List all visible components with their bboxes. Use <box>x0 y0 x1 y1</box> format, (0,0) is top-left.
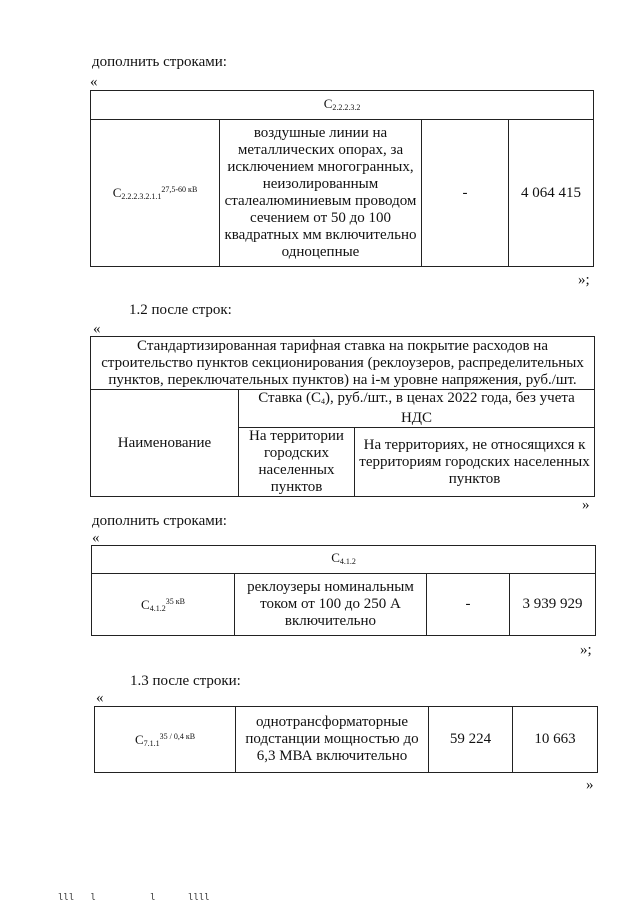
section4-open-quote: « <box>96 690 104 706</box>
section3-col4-cell: 3 939 929 <box>510 574 596 636</box>
footer-marks: lll l l llll <box>58 893 210 903</box>
section4-close-quote: » <box>586 777 594 793</box>
section4-code-cell: $C_{7.1.1}^{35 / 0,4 кВ}$ <box>95 707 236 773</box>
section2-close-quote: » <box>582 497 590 513</box>
section3-table <box>91 545 596 636</box>
section2-nonurban-header: На территориях, не относящихся к территориям городских населенных пунктов <box>355 428 595 497</box>
section2-name-header: Наименование <box>91 390 239 497</box>
section3-code-cell: $C_{4.1.2}^{35 кВ}$ <box>92 574 235 636</box>
section2-rate-header: Ставка $(C_4)$, руб./шт., в ценах 2022 года, без учета НДС <box>239 390 595 428</box>
section1-close-quote: »; <box>578 272 590 288</box>
section4-heading: 1.3 после строки: <box>130 673 241 689</box>
section1-code-cell: $C_{2.2.2.3.2.1.1}^{27,5-60 кВ}$ <box>91 120 220 267</box>
section4-col4-cell: 10 663 <box>513 707 598 773</box>
section4-data-row <box>95 707 598 773</box>
section3-close-quote: »; <box>580 642 592 658</box>
section3-header-cell: C4.1.2 <box>92 546 596 574</box>
section1-description-cell: воздушные линии на металлических опорах, за исключением многогранных, неизолированным сталеалюминиевым проводом сечением от 50 до 100 квадратных мм включительно одноцепные <box>220 120 422 267</box>
section3-col3-cell: - <box>427 574 510 636</box>
section2-table <box>90 336 595 497</box>
section1-open-quote: « <box>90 74 98 90</box>
section4-table <box>94 706 598 773</box>
section2-open-quote: « <box>93 321 101 337</box>
section3-header-row <box>92 546 596 574</box>
section1-data-row <box>91 120 594 267</box>
section1-col4-cell: 4 064 415 <box>509 120 594 267</box>
section2-rate-row <box>91 390 595 428</box>
section2-heading: 1.2 после строк: <box>129 302 232 318</box>
section2-urban-header: На территории городских населенных пунктов <box>239 428 355 497</box>
section4-col3-cell: 59 224 <box>429 707 513 773</box>
section1-col3-cell: - <box>422 120 509 267</box>
section1-header-row <box>91 91 594 120</box>
section2-title-row <box>91 337 595 390</box>
section3-data-row <box>92 574 596 636</box>
section3-intro: дополнить строками: <box>92 513 227 529</box>
section1-header-cell: C2.2.2.3.2 <box>91 91 594 120</box>
section1-table <box>90 90 594 267</box>
section3-description-cell: реклоузеры номинальным током от 100 до 250 А включительно <box>235 574 427 636</box>
section3-open-quote: « <box>92 530 100 546</box>
section1-intro: дополнить строками: <box>92 54 227 70</box>
section2-title-cell: Стандартизированная тарифная ставка на покрытие расходов на строительство пунктов секционирования (реклоузеров, распределительных пунктов, переключательных пунктов) на i-м уровне напряжения, руб./шт. <box>91 337 595 390</box>
section4-description-cell: однотрансформаторные подстанции мощностью до 6,3 МВА включительно <box>236 707 429 773</box>
